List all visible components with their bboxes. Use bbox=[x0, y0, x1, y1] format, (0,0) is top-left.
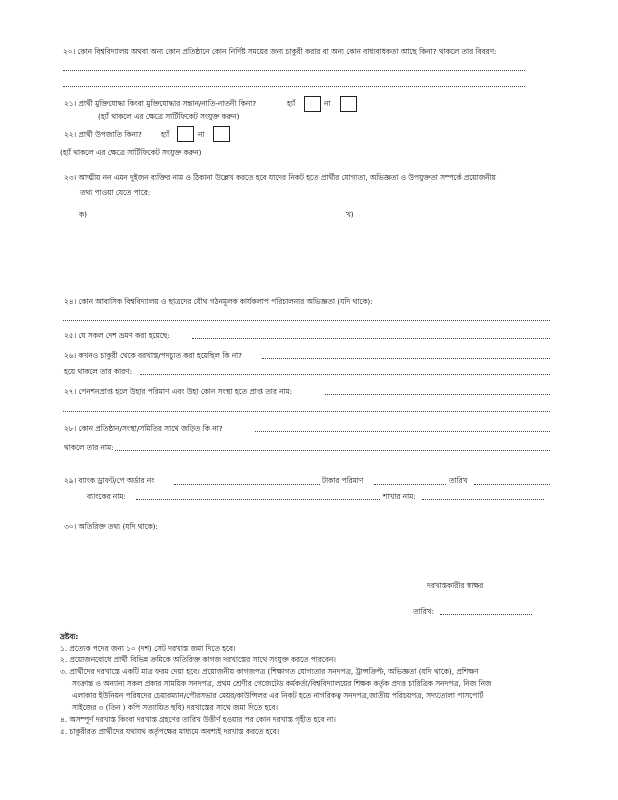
q21-note: (হ্যাঁ থাকলে এর ক্ষেত্রে সার্টিফিকেট সংযুক্ত করুন) bbox=[98, 112, 240, 121]
notes-title: দ্রষ্টব্য: bbox=[60, 632, 79, 641]
question-30: ৩০। অতিরিক্ত তথ্য (যদি থাকে): bbox=[64, 522, 158, 531]
draft-number-line[interactable] bbox=[174, 484, 320, 485]
note-item-cont: এলাকার ইউনিয়ন পরিষদের চেয়ারম্যান/পৌরসভার মেয়র/কাউন্সিলর এর নিকট হতে নাগরিকত্ব সনদপত্র,জাতীয় পরিচয়পত্র, সদ্যতোলা পাসপোর্ট bbox=[72, 691, 484, 700]
q22-note: (হ্যাঁ থাকলে এর ক্ষেত্রে সার্টিফিকেট সংযুক্ত করুন) bbox=[60, 148, 202, 157]
note-item: ১. প্রত্যেক পদের জন্য ১০ (দশ) সেট দরখাস্ত জমা দিতে হবে। bbox=[60, 644, 236, 653]
bank-name-label: ব্যাংকের নাম: bbox=[87, 492, 126, 501]
signature-date-line[interactable] bbox=[440, 614, 532, 615]
q21-no-label: না bbox=[324, 99, 331, 108]
amount-label: টাকার পরিমাণ bbox=[322, 476, 364, 485]
question-25: ২৫। যে সকল দেশ ভ্রমণ করা হয়েছে: bbox=[64, 331, 170, 340]
q22-no-label: না bbox=[198, 130, 205, 139]
q24-answer-line[interactable] bbox=[63, 320, 550, 321]
referee-a-label: ক) bbox=[79, 210, 87, 219]
question-21: ২১। প্রার্থী মুক্তিযোদ্ধা কিংবা মুক্তিযোদ্ধার সন্তান/নাতি-নাতনী কিনা? bbox=[64, 99, 257, 108]
signature-date-label: তারিখ: bbox=[413, 607, 434, 616]
q28-name-label: থাকলে তার নাম: bbox=[64, 443, 114, 452]
note-item-cont: সংক্রান্ত ও অন্যান্য সকল প্রকার সাময়িক সনদপত্র, প্রথম শ্রেণীর গেজেটেড কর্মকর্তা/বিশ্ববিদ্যালয়ের শিক্ষক কর্তৃক প্রদত্ত চারিত্রিক সনদপত্র, নিজ নিজ bbox=[72, 679, 492, 688]
q20-answer-line-1[interactable] bbox=[63, 70, 525, 71]
note-item: ৫. চাকুরীরত প্রার্থীদের যথাযথ কর্তৃপক্ষের মাধ্যমে অবশ্যই দরখাস্ত করতে হবে। bbox=[60, 727, 280, 736]
q28-answer-line[interactable] bbox=[255, 431, 550, 432]
question-23-cont: তথ্য পাওয়া যেতে পারে: bbox=[80, 188, 151, 197]
q27-answer-line-2[interactable] bbox=[63, 411, 550, 412]
q26-reason-line[interactable] bbox=[140, 374, 550, 375]
q22-yes-checkbox[interactable] bbox=[177, 126, 194, 142]
q26-reason-label: হয়ে থাকলে তার কারণ: bbox=[64, 367, 133, 376]
q26-answer-line[interactable] bbox=[262, 358, 550, 359]
question-24: ২৪। কোন আবাসিক বিশ্ববিদ্যালয় ও ছাত্রদের যৌথ গঠনমূলক কার্যকলাপ পরিচালনার অভিজ্ঞতা (যদি থাকে): bbox=[64, 297, 373, 306]
amount-line[interactable] bbox=[374, 484, 446, 485]
referee-b-label: খ) bbox=[346, 210, 354, 219]
question-26: ২৬। কখনও চাকুরী থেকে বরখাস্ত/পদচ্যুত করা হয়েছিল কি না? bbox=[64, 351, 243, 360]
question-28: ২৮। কোন প্রতিষ্ঠান/সংস্থা/সমিতির সাথে জড়িত কি না? bbox=[64, 424, 223, 433]
branch-name-line[interactable] bbox=[422, 499, 544, 500]
note-item: ২. প্রয়োজনবোধে প্রার্থী বিভিন্ন ক্রমিকে অতিরিক্ত কাগজ দরখাস্তের সাথে সংযুক্ত করতে পারবেন। bbox=[60, 655, 336, 664]
draft-date-line[interactable] bbox=[474, 484, 550, 485]
branch-name-label: শাখার নাম: bbox=[383, 492, 416, 501]
q20-answer-line-2[interactable] bbox=[63, 86, 525, 87]
note-item-cont: সাইজের ৩ (তিন ) কপি সত্যায়িত ছবি) দরখাস্তের সাথে জমা দিতে হবে। bbox=[72, 703, 279, 712]
question-23: ২৩। আত্মীয় নন এমন দুইজন ব্যক্তির নাম ও ঠিকানা উল্লেখ করতে হবে যাদের নিকট হতে প্রার্থীর যোগ্যতা, অভিজ্ঞতা ও উপযুক্ততা সম্পর্কে প্রয়োজনীয় bbox=[64, 173, 496, 182]
note-item: ৪. অসম্পূর্ণ দরখাস্ত কিংবা দরখাস্ত গ্রহণের তারিখ উত্তীর্ণ হওয়ার পর কোন দরখাস্ত গৃহীত হবে না। bbox=[60, 715, 336, 724]
question-22: ২২। প্রার্থী উপজাতি কিনা? bbox=[64, 130, 142, 139]
q27-answer-line[interactable] bbox=[325, 394, 550, 395]
q21-no-checkbox[interactable] bbox=[340, 96, 357, 112]
q22-yes-label: হ্যাঁ bbox=[161, 130, 170, 139]
note-item: ৩. প্রার্থীদের দরখাস্তে একটি মাত্র ফরম দেয়া হবে। প্রয়োজনীয় কাগজপত্র (শিক্ষাগত যোগ্যতার সনদপত্র, ট্রান্সক্রিপ্ট, অভিজ্ঞতা (যদি থাকে), প্রশিক্ষণ bbox=[60, 667, 479, 676]
draft-date-label: তারিখ bbox=[449, 476, 468, 485]
question-29: ২৯। ব্যাংক ড্রাফট/পে অর্ডার নং bbox=[64, 476, 155, 485]
question-27: ২৭। পেনশনপ্রাপ্ত হলে উহার পরিমাণ এবং উহা কোন সংস্থা হতে প্রাপ্ত তার নাম: bbox=[64, 387, 293, 396]
question-20: ২০। কোন বিশ্ববিদ্যালয় অথবা অন্য কোন প্রতিষ্ঠানে কোন নির্দিষ্ট সময়ের জন্য চাকুরী করার বা অন্য কোন বাধ্যবাধকতা আছে কিনা? থাকলে তার বিবরণ: bbox=[63, 47, 497, 56]
applicant-signature-label: দরখাস্তকারীর স্বাক্ষর bbox=[427, 581, 484, 590]
bank-name-line[interactable] bbox=[136, 499, 380, 500]
q28-name-line[interactable] bbox=[115, 450, 550, 451]
q21-yes-checkbox[interactable] bbox=[304, 96, 321, 112]
q22-no-checkbox[interactable] bbox=[213, 126, 230, 142]
q25-answer-line[interactable] bbox=[192, 338, 550, 339]
q21-yes-label: হ্যাঁ bbox=[287, 99, 296, 108]
